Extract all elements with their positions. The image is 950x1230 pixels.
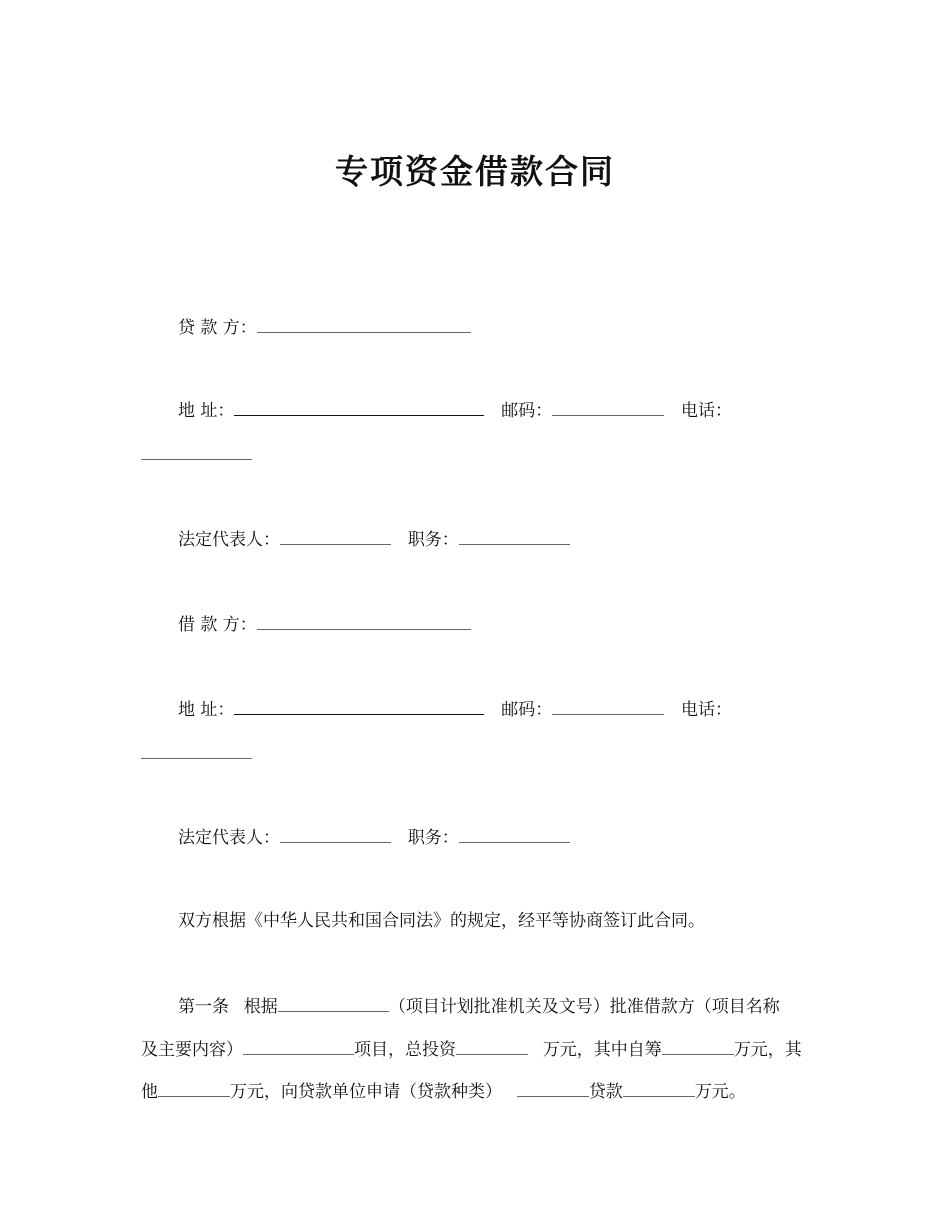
- borrower-address-blank[interactable]: [234, 696, 484, 715]
- borrower-phone-blank[interactable]: [141, 740, 252, 759]
- loan-type-blank[interactable]: [517, 1078, 589, 1097]
- approval-doc-blank[interactable]: [278, 993, 389, 1012]
- lender-position-blank[interactable]: [459, 526, 570, 545]
- borrower-position-label: 职务：: [407, 828, 459, 848]
- intro-paragraph: 双方根据《中华人民共和国合同法》的规定，经平等协商签订此合同。: [178, 911, 705, 931]
- borrower-phone-label: 电话：: [681, 700, 733, 720]
- borrower-label: 借 款 方：: [178, 615, 257, 635]
- article1-text: 贷款: [588, 1082, 623, 1102]
- article1-text: 他: [141, 1082, 158, 1102]
- other-funds-blank[interactable]: [158, 1078, 230, 1097]
- borrower-rep-label: 法定代表人：: [178, 828, 280, 848]
- article1-text: 及主要内容）: [141, 1040, 243, 1060]
- borrower-postcode-label: 邮码：: [501, 700, 553, 720]
- project-name-blank[interactable]: [243, 1036, 354, 1055]
- lender-phone-label: 电话：: [681, 401, 733, 421]
- article1-line2: [141, 1036, 802, 1062]
- borrower-postcode-blank[interactable]: [552, 696, 664, 715]
- article1-text: （项目计划批准机关及文号）批准借款方（项目名称: [388, 997, 780, 1017]
- lender-postcode-blank[interactable]: [552, 397, 664, 416]
- article1-text: 项目，总投资: [354, 1040, 456, 1060]
- lender-address-row: [178, 397, 732, 423]
- lender-position-label: 职务：: [407, 530, 459, 550]
- lender-row: [178, 314, 471, 340]
- lender-postcode-label: 邮码：: [501, 401, 553, 421]
- lender-rep-row: [178, 526, 570, 552]
- lender-label: 贷 款 方：: [178, 318, 257, 338]
- article1-text: 根据: [243, 997, 278, 1017]
- article1-text: 万元，其: [733, 1040, 802, 1060]
- borrower-phone-row: [141, 740, 252, 766]
- article1-line1: [178, 993, 780, 1019]
- borrower-address-row: [178, 696, 732, 722]
- self-funded-blank[interactable]: [662, 1036, 734, 1055]
- borrower-address-label: 地 址：: [178, 700, 235, 720]
- lender-address-blank[interactable]: [234, 397, 484, 416]
- lender-phone-row: [141, 441, 252, 467]
- borrower-rep-row: [178, 824, 570, 850]
- article1-heading: 第一条: [178, 997, 229, 1017]
- borrower-rep-blank[interactable]: [280, 824, 391, 843]
- lender-rep-label: 法定代表人：: [178, 530, 280, 550]
- lender-name-blank[interactable]: [257, 314, 471, 333]
- loan-amount-blank[interactable]: [623, 1078, 695, 1097]
- page-title: 专项资金借款合同: [335, 152, 615, 191]
- borrower-name-blank[interactable]: [257, 611, 471, 630]
- borrower-position-blank[interactable]: [459, 824, 570, 843]
- lender-address-label: 地 址：: [178, 401, 235, 421]
- article1-text: 万元，向贷款单位申请（贷款种类）: [230, 1082, 502, 1102]
- article1-line3: [141, 1078, 746, 1104]
- lender-rep-blank[interactable]: [280, 526, 391, 545]
- lender-phone-blank[interactable]: [141, 441, 252, 460]
- total-investment-blank[interactable]: [456, 1036, 528, 1055]
- article1-text: 万元，其中自筹: [542, 1040, 662, 1060]
- borrower-row: [178, 611, 471, 637]
- article1-text: 万元。: [694, 1082, 746, 1102]
